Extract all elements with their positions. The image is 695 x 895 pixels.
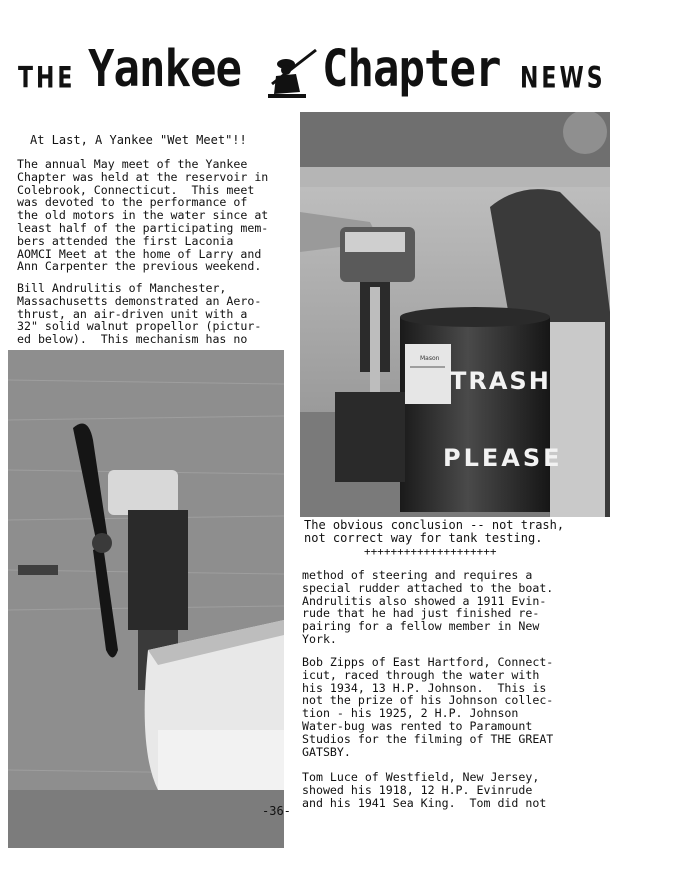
- masthead-news: NEWS: [520, 62, 606, 96]
- masthead-yankee: Yankee: [88, 40, 241, 99]
- page-number: -36-: [262, 804, 291, 818]
- article-headline: At Last, A Yankee "Wet Meet"!!: [30, 133, 247, 147]
- barrel-word-please: PLEASE: [443, 444, 563, 472]
- article-paragraph-1: The annual May meet of the Yankee Chapter was held at the reservoir in Colebrook, Connecticut. This meet was devoted to the performance of the old motors in the water since at least half of the participating mem- bers attended the first Laconia AOMCI Meet at the home of Larry and Ann Carpenter the previous weekend.: [17, 157, 269, 274]
- article-paragraph-2: Bill Andrulitis of Manchester, Massachusetts demonstrated an Aero- thrust, an air-driven unit with a 32" solid walnut propellor (pictur- ed below). This mechanism has no: [17, 281, 262, 347]
- article-paragraph-3: method of steering and requires a special rudder attached to the boat. Andrulitis also showed a 1911 Evin- rude that he had just finished re- pairing for a fellow member in New York.: [302, 568, 554, 646]
- caption-divider: ++++++++++++++++++++: [364, 545, 497, 558]
- article-paragraph-5: Tom Luce of Westfield, New Jersey, showed his 1918, 12 H.P. Evinrude and his 1941 Sea King. Tom did not: [302, 770, 547, 810]
- article-paragraph-4: Bob Zipps of East Hartford, Connect- icut, raced through the water with his 1934, 13 H.P. Johnson. This is not the prize of his Johnson collec- tion - his 1925, 2 H.P. Johnson Water-bug was rented to Paramount Studios for the filming of THE GREAT GATSBY.: [302, 655, 554, 759]
- minuteman-with-musket-icon: [258, 44, 320, 100]
- svg-text:Mason: Mason: [420, 355, 440, 362]
- barrel-word-trash: TRASH: [450, 367, 551, 395]
- masthead-the: THE: [18, 62, 76, 96]
- photo-caption: The obvious conclusion -- not trash, not correct way for tank testing.: [304, 518, 565, 545]
- masthead-chapter: Chapter: [322, 40, 501, 99]
- photo-motor-in-trash-barrel: [300, 112, 610, 517]
- photo-aero-thrust-propeller: [8, 350, 284, 848]
